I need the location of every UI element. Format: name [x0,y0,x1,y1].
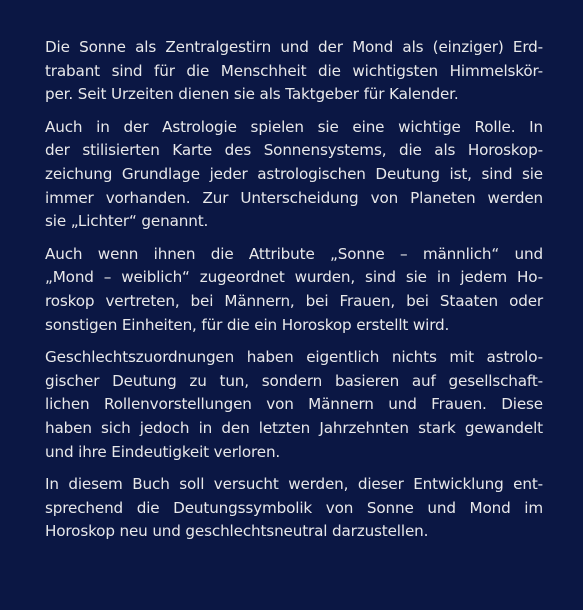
text-line: sie „Lichter“ genannt. [45,212,209,231]
text-line: In diesem Buch soll versucht werden, dieser Entwicklung ent- [45,475,543,494]
text-line: und ihre Eindeutigkeit verloren. [45,442,281,461]
text-line: Horoskop neu und geschlechtsneutral darzustellen. [45,522,429,541]
paragraph-2 [45,116,543,234]
text-line: gischer Deutung zu tun, sondern basieren auf gesellschaft- [45,371,543,390]
text-line: Die Sonne als Zentralgestirn und der Mond als (einziger) Erd- [45,38,543,56]
body-text [45,36,543,553]
paragraph-5 [45,473,543,544]
text-line: „Mond – weiblich“ zugeordnet wurden, sind sie in jedem Ho- [45,268,543,287]
text-line: sprechend die Deutungssymbolik von Sonne und Mond im [45,498,543,517]
text-line: Geschlechtszuordnungen haben eigentlich nichts mit astrolo- [45,348,543,367]
text-line: per. Seit Urzeiten dienen sie als Taktgeber für Kalender. [45,85,459,104]
text-line: Auch in der Astrologie spielen sie eine wichtige Rolle. In [45,117,543,136]
text-line: lichen Rollenvorstellungen von Männern und Frauen. Diese [45,395,543,414]
paragraph-4 [45,346,543,464]
text-line: zeichung Grundlage jeder astrologischen Deutung ist, sind sie [45,164,543,183]
paragraph-1 [45,36,543,107]
text-line: der stilisierten Karte des Sonnensystems, die als Horoskop- [45,141,543,160]
text-line: haben sich jedoch in den letzten Jahrzehnten stark gewandelt [45,418,543,437]
text-line: Auch wenn ihnen die Attribute „Sonne – männlich“ und [45,244,543,263]
paragraph-3 [45,243,543,337]
text-line: sonstigen Einheiten, für die ein Horoskop erstellt wird. [45,315,450,334]
text-line: roskop vertreten, bei Männern, bei Frauen, bei Staaten oder [45,291,543,310]
text-line: immer vorhanden. Zur Unterscheidung von Planeten werden [45,188,543,207]
text-line: trabant sind für die Menschheit die wichtigsten Himmelskör- [45,61,543,80]
